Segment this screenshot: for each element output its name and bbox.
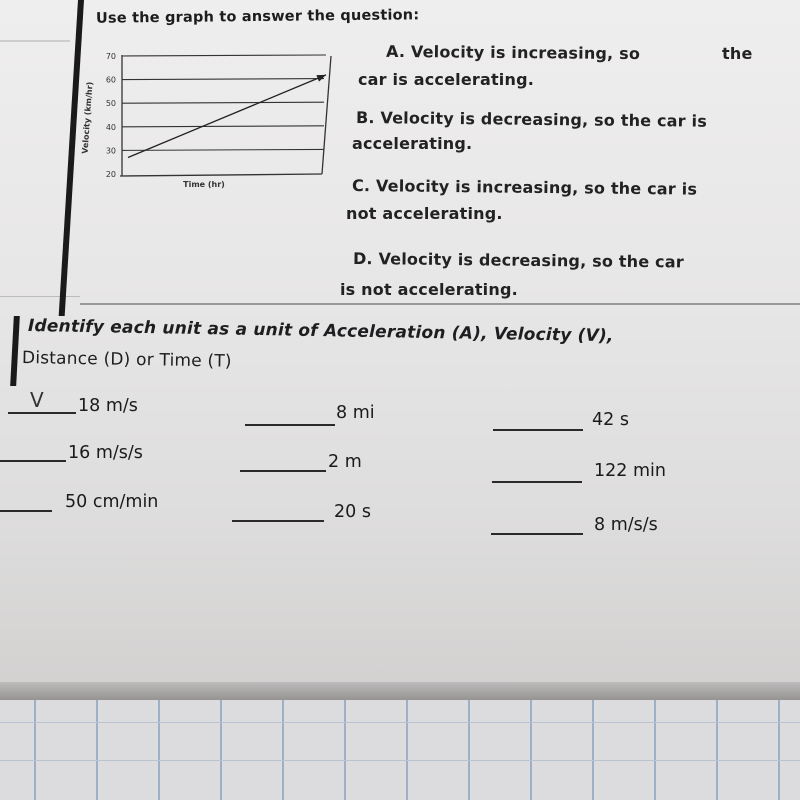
handwritten-answer: V xyxy=(30,388,44,412)
y-tick-label: 50 xyxy=(105,99,116,109)
answer-blank[interactable] xyxy=(491,533,583,535)
answer-blank[interactable] xyxy=(493,429,583,431)
unit-label: 2 m xyxy=(328,452,362,472)
unit-label: 16 m/s/s xyxy=(68,443,143,463)
y-tick-label: 40 xyxy=(105,122,116,132)
grid-line xyxy=(122,55,326,56)
notebook-grid-line xyxy=(778,700,780,800)
y-tick-label: 20 xyxy=(105,170,116,179)
option-a-line1-end: the xyxy=(722,44,753,63)
grid-lines xyxy=(122,55,326,150)
notebook-grid-line xyxy=(0,722,800,723)
page-margin-line xyxy=(0,296,80,297)
option-a-line1: A. Velocity is increasing, so xyxy=(385,41,641,64)
question-prompt: Use the graph to answer the question: xyxy=(95,7,420,27)
notebook-grid-line xyxy=(96,700,98,800)
grid-line xyxy=(122,79,324,80)
option-a-line2: car is accelerating. xyxy=(358,70,535,89)
units-instruction-line2: Distance (D) or Time (T) xyxy=(21,348,232,372)
grid-line xyxy=(122,149,324,150)
notebook-grid-line xyxy=(344,700,346,800)
unit-label: 18 m/s xyxy=(78,396,138,416)
answer-blank[interactable] xyxy=(245,424,335,426)
option-b-line1: B. Velocity is decreasing, so the car is xyxy=(355,108,708,131)
y-tick-label: 60 xyxy=(105,75,116,85)
notebook-grid-line xyxy=(158,700,160,800)
plot-right-edge xyxy=(322,56,331,174)
unit-label: 50 cm/min xyxy=(65,492,159,512)
y-tick-label: 30 xyxy=(105,146,116,156)
notebook-grid-line xyxy=(0,760,800,761)
unit-label: 42 s xyxy=(592,410,629,430)
answer-blank[interactable] xyxy=(240,470,326,472)
answer-blank[interactable] xyxy=(492,481,582,483)
notebook-grid-line xyxy=(530,700,532,800)
notebook-grid-line xyxy=(654,700,656,800)
answer-blank[interactable] xyxy=(0,510,52,512)
grid-line xyxy=(122,102,324,103)
y-label-group xyxy=(80,81,94,154)
y-tick-labels xyxy=(106,52,116,179)
page-margin-line xyxy=(0,40,70,42)
notebook-grid-line xyxy=(468,700,470,800)
x-axis-label: Time (hr) xyxy=(183,180,225,189)
answer-blank[interactable] xyxy=(232,520,324,522)
y-axis-label: Velocity (km/hr) xyxy=(80,81,95,155)
y-tick-label: 70 xyxy=(105,52,116,61)
velocity-time-graph xyxy=(74,48,344,198)
arrow-head-icon xyxy=(316,75,326,82)
option-d-line1: D. Velocity is decreasing, so the car xyxy=(352,249,685,272)
velocity-series-line xyxy=(128,75,326,158)
notebook-paper xyxy=(0,700,800,800)
units-instruction: Identify each unit as a unit of Acceleration (A), Velocity (V), xyxy=(27,316,614,347)
section-border xyxy=(10,316,20,386)
grid-line xyxy=(122,126,324,127)
option-c-line2: not accelerating. xyxy=(346,204,503,223)
x-axis xyxy=(120,174,322,176)
section-divider xyxy=(80,303,800,305)
notebook-grid-line xyxy=(282,700,284,800)
notebook-grid-line xyxy=(220,700,222,800)
option-c-line1: C. Velocity is increasing, so the car is xyxy=(351,176,698,199)
notebook-grid-line xyxy=(406,700,408,800)
unit-label: 8 mi xyxy=(336,403,375,423)
option-b-line2: accelerating. xyxy=(352,134,473,153)
notebook-grid-line xyxy=(716,700,718,800)
notebook-grid-line xyxy=(592,700,594,800)
option-d-line2: is not accelerating. xyxy=(340,280,518,299)
unit-label: 122 min xyxy=(594,461,666,481)
unit-label: 8 m/s/s xyxy=(594,515,658,535)
notebook-grid-line xyxy=(34,700,36,800)
answer-blank[interactable] xyxy=(8,412,76,414)
unit-label: 20 s xyxy=(334,502,371,522)
answer-blank[interactable] xyxy=(0,460,66,462)
